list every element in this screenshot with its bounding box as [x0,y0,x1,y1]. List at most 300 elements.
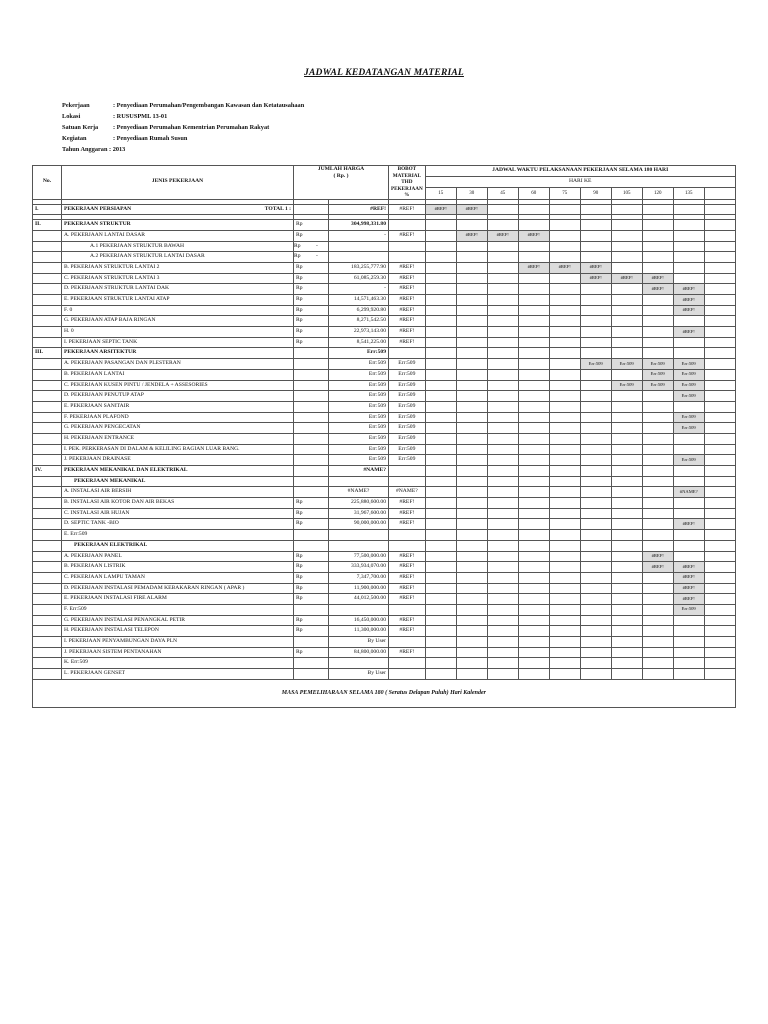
rp-symbol [294,412,329,423]
schedule-cell [611,540,642,551]
schedule-cell: #REF! [487,230,518,241]
schedule-cell [487,433,518,444]
schedule-cell [673,316,704,327]
info-row [62,100,304,111]
table-row [33,412,736,423]
row-description [62,359,294,370]
row-description [62,487,294,498]
row-description [62,626,294,637]
row-description-text: PEKERJAAN ELEKTRIKAL [74,541,148,548]
row-total-label: TOTAL 1 : [264,205,291,212]
row-description-text: I. PEKERJAAN SEPTIC TANK [64,338,138,345]
schedule-cell [580,204,611,215]
row-number [33,241,62,252]
schedule-cell [487,562,518,573]
schedule-cell-end [704,284,735,295]
col-jumlah-header [294,166,389,200]
schedule-cell: #NAME? [673,487,704,498]
schedule-cell [549,433,580,444]
schedule-cell [642,337,673,348]
schedule-cell [611,476,642,487]
schedule-cell [518,444,549,455]
schedule-cell-end [704,204,735,215]
schedule-cell [456,252,487,263]
table-row [33,498,736,509]
schedule-cell [549,562,580,573]
schedule-cell [580,551,611,562]
schedule-cell [518,412,549,423]
rp-symbol: Rp [294,519,329,530]
table-row [33,444,736,455]
row-description [62,669,294,680]
schedule-cell [642,466,673,477]
schedule-cell-end [704,295,735,306]
schedule-cell [580,348,611,359]
schedule-cell [518,327,549,338]
row-description-text: E. PEKERJAAN INSTALASI FIRE ALARM [64,595,167,602]
schedule-cell [611,615,642,626]
schedule-cell [518,337,549,348]
schedule-cell [611,583,642,594]
bobot-value: Err:509 [389,401,426,412]
schedule-cell [487,380,518,391]
schedule-cell-end [704,316,735,327]
table-row [33,241,736,252]
schedule-cell [518,498,549,509]
row-number [33,604,62,615]
row-description [62,220,294,231]
schedule-cell [487,305,518,316]
schedule-cell-end [704,380,735,391]
schedule-cell-end [704,615,735,626]
schedule-cell [642,327,673,338]
schedule-cell [518,519,549,530]
schedule-cell [580,466,611,477]
row-description [62,444,294,455]
schedule-cell [642,252,673,263]
schedule-cell [580,530,611,541]
row-description-text: B. PEKERJAAN LANTAI [64,370,125,377]
schedule-cell [611,572,642,583]
table-row [33,305,736,316]
table-row [33,647,736,658]
schedule-cell: #REF! [673,594,704,605]
schedule-cell [549,380,580,391]
schedule-cell [487,508,518,519]
row-number [33,583,62,594]
bobot-label-line: MATERIAL [392,172,421,179]
schedule-cell-end [704,594,735,605]
row-description [62,273,294,284]
table-row [33,551,736,562]
schedule-cell-end [704,369,735,380]
schedule-cell [487,615,518,626]
schedule-cell-end [704,305,735,316]
row-description-text: C. INSTALASI AIR HUJAN [64,509,130,516]
sub-rp: Rp [294,242,301,249]
table-row [33,466,736,477]
row-number [33,455,62,466]
schedule-cell-end [704,391,735,402]
schedule-cell [580,583,611,594]
row-description [62,572,294,583]
bobot-value: #REF! [389,626,426,637]
schedule-cell [580,455,611,466]
schedule-cell: Err:509 [642,380,673,391]
schedule-cell [549,401,580,412]
schedule-cell [487,220,518,231]
schedule-cell [549,540,580,551]
bobot-value: #REF! [389,273,426,284]
rp-symbol [294,359,329,370]
schedule-cell [642,572,673,583]
rp-symbol: Rp [294,583,329,594]
schedule-cell [456,594,487,605]
bobot-value: #REF! [389,295,426,306]
row-description [62,401,294,412]
schedule-header: JADWAL WAKTU PELAKSANAAN PEKERJAAN SELAMA 180 HARI [425,166,735,177]
schedule-cell [425,305,456,316]
row-description-text: K. Err:509 [64,659,88,666]
bobot-value: #REF! [389,305,426,316]
schedule-cell [549,391,580,402]
schedule-cell [487,348,518,359]
row-number [33,412,62,423]
price-value: - [329,230,389,241]
schedule-cell [456,562,487,573]
schedule-cell [518,476,549,487]
schedule-cell [611,487,642,498]
schedule-cell [456,498,487,509]
schedule-cell-end [704,262,735,273]
bobot-value: #REF! [389,594,426,605]
schedule-cell [642,669,673,680]
schedule-cell: Err:509 [673,359,704,370]
row-description [62,508,294,519]
table-row [33,359,736,370]
row-number: IV. [33,466,62,477]
schedule-cell [456,412,487,423]
row-number [33,594,62,605]
schedule-cell: Err:509 [611,380,642,391]
bobot-value: #REF! [389,615,426,626]
row-number [33,551,62,562]
schedule-cell [642,519,673,530]
rp-symbol: Rp [294,498,329,509]
schedule-cell: #REF! [673,519,704,530]
day-header: 60 [518,188,549,199]
row-description [62,594,294,605]
schedule-cell [518,316,549,327]
schedule-cell [549,305,580,316]
schedule-cell [642,391,673,402]
schedule-cell [611,498,642,509]
schedule-cell [549,327,580,338]
row-number [33,572,62,583]
row-description [62,284,294,295]
schedule-cell [642,594,673,605]
schedule-cell [673,401,704,412]
schedule-cell: #REF! [580,273,611,284]
rp-symbol [294,455,329,466]
schedule-cell [549,551,580,562]
row-description-text: J. PEKERJAAN DRAINASE [64,456,131,463]
row-number [33,615,62,626]
schedule-cell [518,466,549,477]
bobot-value: Err:509 [389,412,426,423]
schedule-cell [518,540,549,551]
schedule-cell [642,241,673,252]
schedule-cell [611,669,642,680]
row-number [33,626,62,637]
row-description-text: G. PEKERJAAN ATAP BAJA RINGAN [64,317,156,324]
schedule-cell [456,220,487,231]
price-value: Err:509 [329,380,389,391]
schedule-cell [487,498,518,509]
schedule-cell [580,626,611,637]
schedule-cell [518,562,549,573]
schedule-cell-end [704,359,735,370]
schedule-cell [425,540,456,551]
schedule-cell [487,637,518,648]
row-description-text: J. PEKERJAAN SISTEM PENTANAHAN [64,648,162,655]
day-header: 45 [487,188,518,199]
schedule-cell-end [704,637,735,648]
day-header: 30 [456,188,487,199]
row-number [33,562,62,573]
schedule-cell-end [704,498,735,509]
row-description-text: A.1 PEKERJAAN STRUKTUR BAWAH [90,242,185,249]
schedule-cell [425,637,456,648]
rp-symbol [294,604,329,615]
row-description-text: PEKERJAAN STRUKTUR [64,221,131,228]
price-value: 14,571,463.30 [329,295,389,306]
schedule-cell [580,252,611,263]
schedule-cell [549,508,580,519]
schedule-cell [518,669,549,680]
schedule-cell [425,241,456,252]
schedule-cell [549,604,580,615]
schedule-cell-end [704,540,735,551]
rp-symbol [294,669,329,680]
row-description [62,530,294,541]
schedule-cell [642,530,673,541]
schedule-cell [456,647,487,658]
row-description [62,316,294,327]
schedule-cell [580,327,611,338]
price-value: Err:509 [329,391,389,402]
schedule-cell: #REF! [518,262,549,273]
schedule-cell [580,508,611,519]
schedule-cell [673,626,704,637]
schedule-cell [580,316,611,327]
schedule-cell [518,295,549,306]
schedule-cell [425,669,456,680]
schedule-cell [518,487,549,498]
price-value: #NAME? [329,487,389,498]
schedule-cell [673,337,704,348]
schedule-cell [518,626,549,637]
price-value: 225,880,600.00 [329,498,389,509]
schedule-cell [549,241,580,252]
price-value: 333,934,070.00 [329,562,389,573]
schedule-cell [673,658,704,669]
schedule-cell [580,401,611,412]
schedule-cell [549,476,580,487]
table-row [33,669,736,680]
price-value: 44,012,500.00 [329,594,389,605]
schedule-cell [456,359,487,370]
row-number [33,637,62,648]
schedule-cell [580,487,611,498]
schedule-cell [580,540,611,551]
schedule-cell [549,252,580,263]
schedule-cell: Err:509 [642,369,673,380]
schedule-cell [456,348,487,359]
schedule-cell [580,241,611,252]
schedule-cell-end [704,412,735,423]
schedule-cell [518,220,549,231]
rp-symbol: Rp [294,626,329,637]
rp-symbol: Rp [294,284,329,295]
schedule-cell [673,273,704,284]
schedule-cell [611,594,642,605]
schedule-cell: Err:509 [580,359,611,370]
schedule-cell [487,412,518,423]
schedule-cell [642,412,673,423]
day-header: 90 [580,188,611,199]
table-row [33,273,736,284]
table-row [33,572,736,583]
row-description [62,476,294,487]
schedule-cell [549,519,580,530]
bobot-value: #REF! [389,327,426,338]
row-description-text: H. 0 [64,328,74,335]
price-value [329,252,389,263]
schedule-cell: Err:509 [673,369,704,380]
row-description-text: A. PEKERJAAN PASANGAN DAN PLESTERAN [64,360,181,367]
schedule-cell: #REF! [642,284,673,295]
schedule-cell [642,637,673,648]
row-description [62,637,294,648]
row-number [33,305,62,316]
schedule-cell-end [704,530,735,541]
row-number [33,487,62,498]
bobot-value: #REF! [389,230,426,241]
price-value: Err:509 [329,423,389,434]
rp-symbol: Rp [294,337,329,348]
schedule-cell [642,476,673,487]
schedule-cell [611,284,642,295]
price-value: 7,347,700.00 [329,572,389,583]
info-row [62,133,304,144]
row-description-text: PEKERJAAN MEKANIKAL [74,477,146,484]
price-value: 11,900,000.00 [329,583,389,594]
row-description-text: L. PEKERJAAN GENSET [64,670,126,677]
row-number [33,295,62,306]
row-description-text: C. PEKERJAAN KUSEN PINTU / JENDELA + ASSESORIES [64,381,208,388]
row-number [33,401,62,412]
row-description-text: D. PEKERJAAN PENUTUP ATAP [64,392,144,399]
schedule-cell: #REF! [642,273,673,284]
row-description-text: F. 0 [64,306,73,313]
schedule-cell [673,508,704,519]
schedule-cell [456,401,487,412]
schedule-cell [611,551,642,562]
row-number [33,316,62,327]
rp-symbol: Rp [294,647,329,658]
rp-symbol [294,466,329,477]
row-number [33,327,62,338]
schedule-cell [487,295,518,306]
row-number: II. [33,220,62,231]
schedule-cell [425,369,456,380]
schedule-cell [518,604,549,615]
rp-symbol [294,658,329,669]
table-row [33,626,736,637]
row-description [62,466,294,477]
table-row [33,348,736,359]
rp-symbol: Rp [294,572,329,583]
bobot-value: Err:509 [389,369,426,380]
schedule-cell [549,295,580,306]
schedule-cell [549,444,580,455]
schedule-cell [487,369,518,380]
table-row [33,487,736,498]
schedule-cell [580,572,611,583]
info-row [62,122,304,133]
schedule-cell [673,204,704,215]
row-description [62,380,294,391]
schedule-cell [425,530,456,541]
schedule-cell [425,412,456,423]
schedule-cell: #REF! [642,551,673,562]
row-description [62,305,294,316]
row-description-text: D. SEPTIC TANK -BIO [64,520,119,527]
schedule-cell-end [704,230,735,241]
schedule-cell [425,273,456,284]
row-description-text: E. PEKERJAAN SANITAIR [64,402,130,409]
schedule-cell [487,204,518,215]
schedule-cell [611,604,642,615]
schedule-cell [456,327,487,338]
price-value: Err:509 [329,433,389,444]
row-number [33,540,62,551]
schedule-cell [642,444,673,455]
schedule-cell [673,348,704,359]
table-row [33,476,736,487]
schedule-cell [456,572,487,583]
table-row [33,423,736,434]
rp-symbol: Rp [294,327,329,338]
schedule-cell [673,444,704,455]
sub-rp: Rp [294,253,301,260]
schedule-cell [518,241,549,252]
bobot-value: #REF! [389,284,426,295]
price-value: Err:509 [329,369,389,380]
price-value: - [329,284,389,295]
schedule-cell [580,562,611,573]
bobot-value: #REF! [389,562,426,573]
row-number [33,647,62,658]
rp-symbol: Rp [294,262,329,273]
schedule-cell [456,487,487,498]
table-row [33,615,736,626]
schedule-cell [611,305,642,316]
price-value: Err:509 [329,444,389,455]
schedule-cell [611,466,642,477]
schedule-cell [456,508,487,519]
